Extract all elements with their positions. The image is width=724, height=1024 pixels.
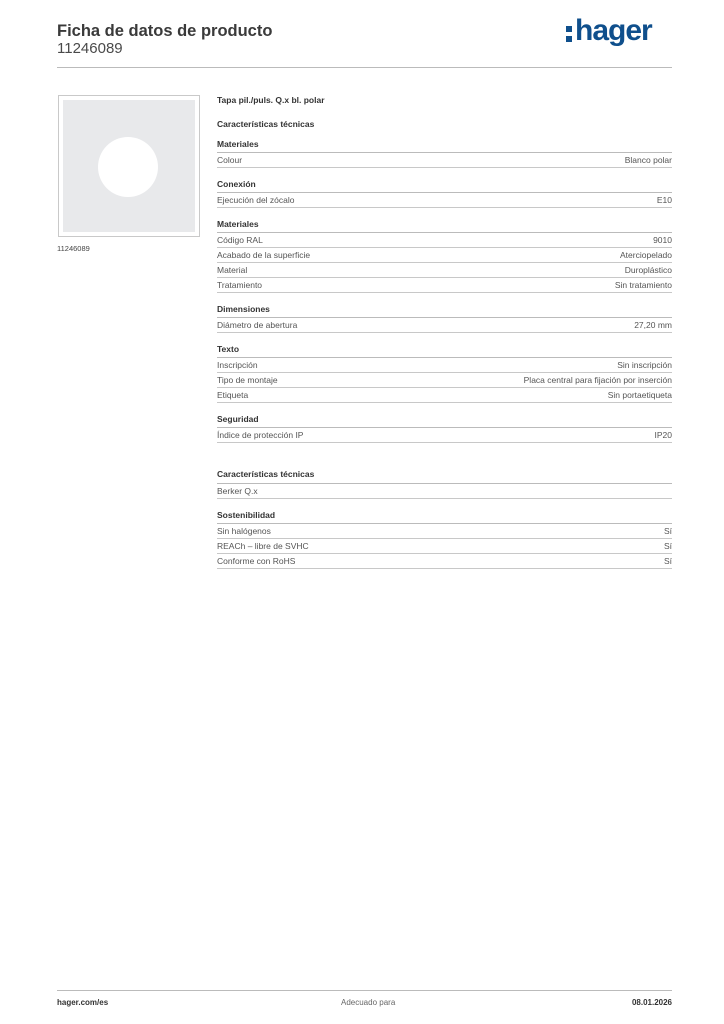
spec-value: Sí (663, 556, 672, 566)
footer-suitable-for: Adecuado para (341, 998, 396, 1007)
spec-label: Inscripción (217, 360, 258, 370)
spec-value: E10 (656, 195, 672, 205)
product-title: Tapa pil./puls. Q.x bl. polar (217, 95, 325, 105)
spec-row (217, 554, 672, 569)
spec-label: Ejecución del zócalo (217, 195, 295, 205)
group-title: Conexión (217, 178, 672, 193)
spec-value: 9010 (653, 235, 672, 245)
spec-row (217, 233, 672, 248)
spec-row (217, 193, 672, 208)
spec-label: Acabado de la superficie (217, 250, 311, 260)
hager-logo (566, 14, 652, 48)
spec-content (217, 95, 672, 569)
spec-row (217, 539, 672, 554)
spec-row (217, 373, 672, 388)
spec-label: Sin halógenos (217, 526, 271, 536)
spec-label: Diámetro de abertura (217, 320, 298, 330)
spec-group (217, 218, 672, 293)
image-caption: 11246089 (57, 244, 90, 253)
spec-row (217, 153, 672, 168)
footer-website: hager.com/es (57, 998, 109, 1007)
spec-row (217, 263, 672, 278)
spec-label: REACh – libre de SVHC (217, 541, 309, 551)
spec-label: Tratamiento (217, 280, 263, 290)
spec-value: Sin portaetiqueta (607, 390, 672, 400)
spec-label: Berker Q.x (217, 486, 258, 496)
spec-value: IP20 (654, 430, 672, 440)
spec-row (217, 388, 672, 403)
spec-groups (217, 138, 672, 443)
spec-value: 27,20 mm (634, 320, 672, 330)
spec-label: Etiqueta (217, 390, 249, 400)
spec-label: Índice de protección IP (217, 430, 304, 440)
spec-row (217, 248, 672, 263)
header-divider (57, 67, 672, 68)
spec-label: Tipo de montaje (217, 375, 278, 385)
group-title: Materiales (217, 138, 672, 153)
spec-value: Duroplástico (624, 265, 672, 275)
spec-label: Material (217, 265, 248, 275)
spec-group-sustainability (217, 509, 672, 569)
logo-text: hager (575, 14, 652, 47)
spec-rows-sustainability (217, 524, 672, 569)
group-title: Dimensiones (217, 303, 672, 318)
spec-rows-tech-2 (217, 483, 672, 499)
spec-row (217, 358, 672, 373)
spec-value: Sí (663, 526, 672, 536)
spec-value: Sin inscripción (617, 360, 672, 370)
footer-date: 08.01.2026 (631, 998, 672, 1007)
spec-group (217, 138, 672, 168)
spec-row (217, 428, 672, 443)
product-number: 11246089 (57, 40, 123, 57)
footer-divider (57, 990, 672, 991)
spec-value: Sí (663, 541, 672, 551)
spec-row (217, 318, 672, 333)
page-title: Ficha de datos de producto (57, 22, 273, 40)
spec-group (217, 178, 672, 208)
spec-group (217, 413, 672, 443)
spec-value: Blanco polar (624, 155, 672, 165)
group-title: Seguridad (217, 413, 672, 428)
spec-row (217, 484, 672, 499)
cover-plate-hole (98, 137, 158, 197)
cover-plate-shape (63, 100, 195, 232)
spec-row (217, 278, 672, 293)
spec-label: Código RAL (217, 235, 263, 245)
spec-value: Placa central para fijación por inserción (523, 375, 672, 385)
spec-row (217, 524, 672, 539)
spec-label: Colour (217, 155, 243, 165)
section-title-tech-2: Características técnicas (217, 469, 315, 479)
spec-group (217, 343, 672, 403)
logo-dots-icon (566, 22, 574, 42)
group-title: Sostenibilidad (217, 509, 672, 524)
spec-group (217, 303, 672, 333)
section-title-tech: Características técnicas (217, 119, 315, 129)
group-title: Texto (217, 343, 672, 358)
product-image (58, 95, 200, 237)
spec-label: Conforme con RoHS (217, 556, 296, 566)
spec-value: Sin tratamiento (614, 280, 672, 290)
group-title: Materiales (217, 218, 672, 233)
spec-value: Aterciopelado (620, 250, 672, 260)
